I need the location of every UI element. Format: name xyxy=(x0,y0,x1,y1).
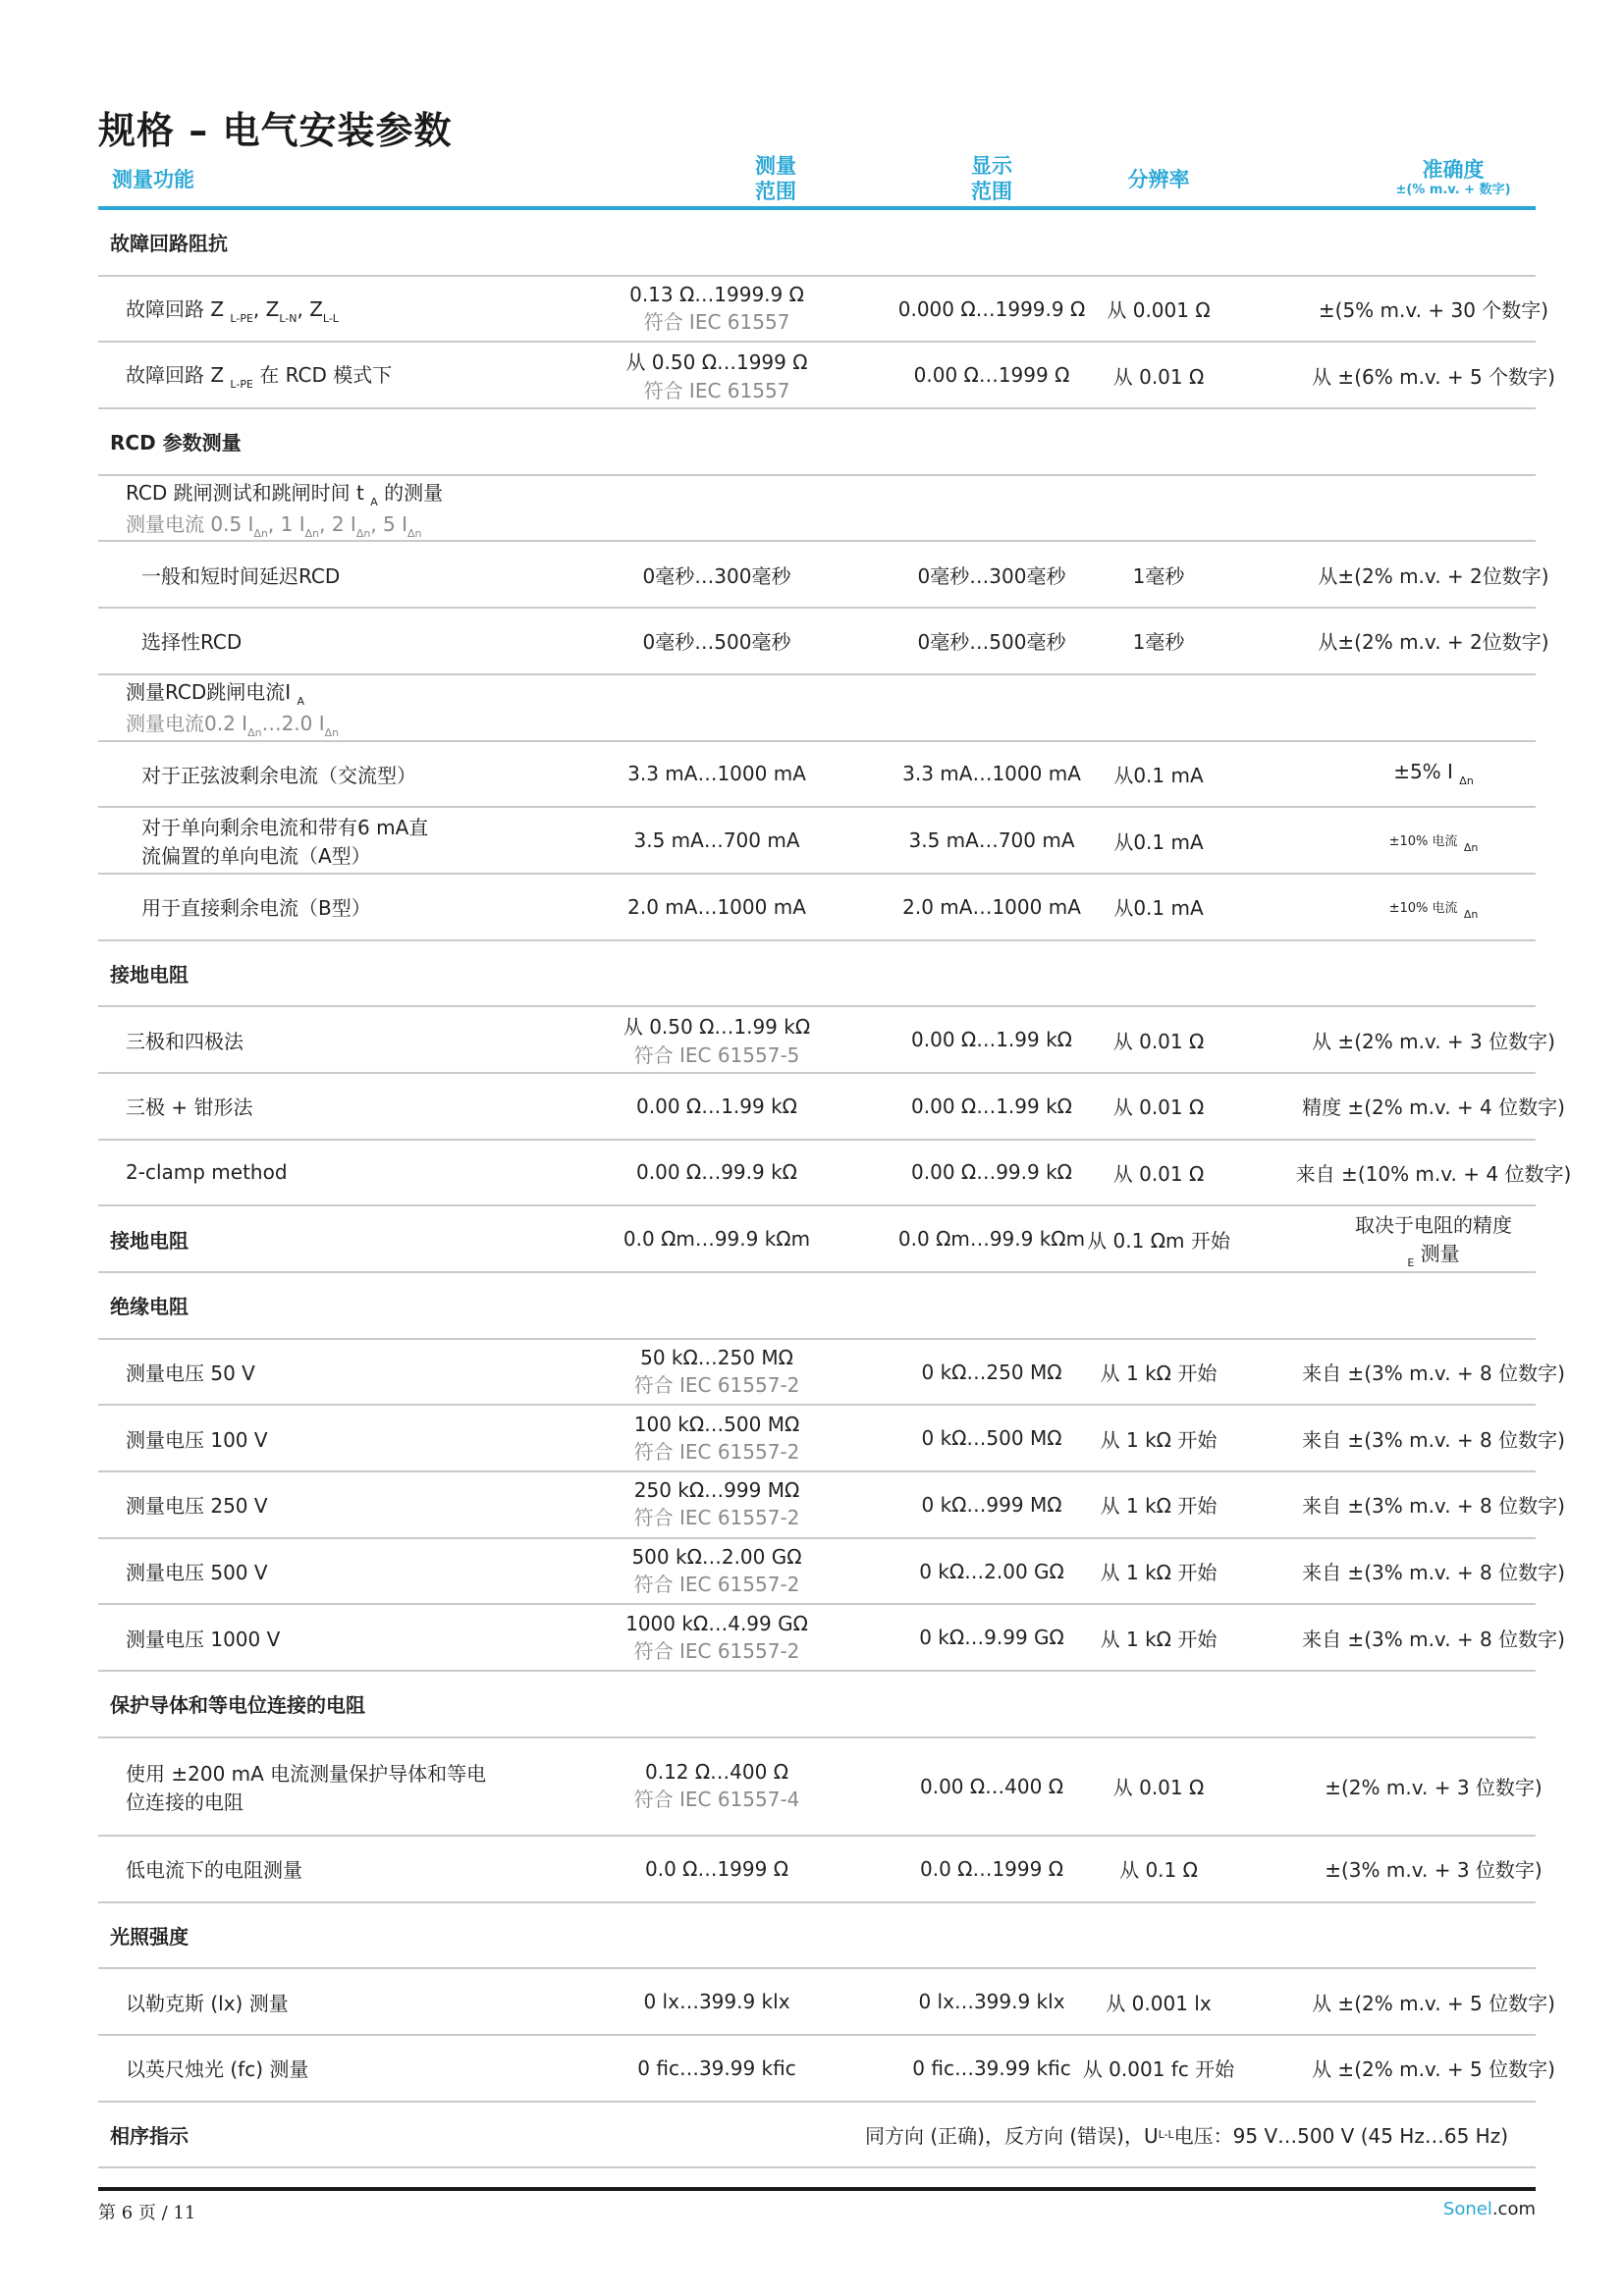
resolution: 从 0.001 Ω xyxy=(1107,298,1211,323)
row-label: 用于直接剩余电流（B型） xyxy=(141,896,371,921)
header-resolution: 分辨率 xyxy=(1127,168,1190,191)
measuring-range: 0毫秒…500毫秒 xyxy=(642,630,791,655)
measuring-range: 3.3 mA…1000 mA xyxy=(627,762,806,786)
table-row xyxy=(98,1007,1555,1074)
measuring-range xyxy=(569,1273,864,1338)
section-row xyxy=(98,1903,1536,1970)
measuring-range: 0.13 Ω…1999.9 Ω 符合 IEC 61557 xyxy=(629,283,804,335)
accuracy: 来自 ±(3% m.v. + 8 位数字) xyxy=(1302,1362,1565,1386)
display-range: 3.5 mA…700 mA xyxy=(908,828,1075,853)
measuring-range: 0毫秒…300毫秒 xyxy=(642,563,791,588)
display-range: 0 kΩ…250 MΩ xyxy=(921,1360,1062,1384)
row-label: 一般和短时间延迟RCD xyxy=(141,563,341,588)
table-row xyxy=(98,2036,1555,2103)
measuring-range: 0.0 Ω…1999 Ω xyxy=(645,1856,788,1881)
row-label: 故障回路 Z $_{L-PE}$, $Z_{L-N}$, $Z_{L-L}$ xyxy=(126,296,339,325)
row-label: 2-clamp method xyxy=(126,1160,288,1185)
table-row xyxy=(98,1406,1565,1472)
accuracy xyxy=(1227,476,1624,541)
measuring-range: 从 0.50 Ω…1.99 kΩ 符合 IEC 61557-5 xyxy=(623,1015,811,1068)
row-label: 测量电压 100 V xyxy=(126,1427,268,1452)
row-label: 接地电阻 xyxy=(110,962,189,987)
resolution: 从 1 kΩ 开始 xyxy=(1100,1427,1218,1452)
accuracy xyxy=(1227,1903,1624,1968)
table-row xyxy=(98,2103,1536,2169)
resolution: 从 0.1 Ωm 开始 xyxy=(1087,1228,1230,1253)
accuracy: ±(3% m.v. + 3 位数字) xyxy=(1325,1858,1543,1883)
table-row xyxy=(98,1837,1543,1903)
row-label: 对于单向剩余电流和带有6 mA直 流偏置的单向电流（A型） xyxy=(141,816,429,869)
display-range: 0 kΩ…9.99 GΩ xyxy=(919,1626,1064,1650)
header-accuracy: 准确度 ±(% m.v. + 数字) xyxy=(1395,158,1511,197)
row-label: 相序指示 xyxy=(110,2123,189,2148)
table-row xyxy=(98,1969,1555,2036)
measuring-range: 0.12 Ω…400 Ω 符合 IEC 61557-4 xyxy=(633,1760,800,1812)
row-label: 测量电压 1000 V xyxy=(126,1627,281,1651)
display-range: 0毫秒…300毫秒 xyxy=(917,563,1066,588)
resolution: 从 0.01 Ω xyxy=(1112,1776,1205,1800)
measuring-range xyxy=(569,675,864,740)
table-row xyxy=(98,1738,1543,1837)
accuracy: ±(5% m.v. + 30 个数字) xyxy=(1318,298,1549,323)
section-row xyxy=(98,210,1536,277)
accuracy: ±10% 电流 $_{\Delta n}$ xyxy=(1388,900,1479,921)
accuracy: 来自 ±(3% m.v. + 8 位数字) xyxy=(1302,1627,1565,1651)
section-row xyxy=(98,1672,1536,1738)
header-range: 测量 范围 xyxy=(755,154,796,203)
row-label: 三极 + 钳形法 xyxy=(126,1095,253,1120)
row-label: 以勒克斯 (lx) 测量 xyxy=(126,1991,289,2015)
accuracy: 取决于电阻的精度 $_E$ 测量 xyxy=(1355,1212,1512,1269)
row-label: 对于正弦波剩余电流（交流型） xyxy=(141,763,416,787)
row-label: RCD 参数测量 xyxy=(110,431,242,455)
accuracy: ±10% 电流 $_{\Delta n}$ xyxy=(1388,834,1479,855)
accuracy: 从±(2% m.v. + 2位数字) xyxy=(1318,630,1549,655)
display-range: 0 lx…399.9 klx xyxy=(918,1990,1065,2014)
accuracy: 来自 ±(3% m.v. + 8 位数字) xyxy=(1302,1427,1565,1452)
display-range: 0.0 Ω…1999 Ω xyxy=(920,1856,1063,1881)
row-label: 绝缘电阻 xyxy=(110,1295,189,1319)
row-label: 三极和四极法 xyxy=(126,1029,244,1053)
accuracy: 来自 ±(3% m.v. + 8 位数字) xyxy=(1302,1494,1565,1519)
header-display-range: 显示 范围 xyxy=(971,154,1012,203)
row-label: 低电流下的电阻测量 xyxy=(126,1858,302,1883)
measuring-range: 0 fic…39.99 kfic xyxy=(637,2056,796,2080)
resolution: 1毫秒 xyxy=(1132,630,1185,655)
resolution: 从 0.01 Ω xyxy=(1112,1161,1205,1186)
row-label: 测量RCD跳闸电流I $_A$ 测量电流0.2 $I_{\Delta n}\dots 2.0$ $I_{\Delta n}$ xyxy=(126,679,340,739)
display-range: 3.3 mA…1000 mA xyxy=(902,762,1081,786)
table-row xyxy=(98,875,1536,941)
accuracy: 从 ±(6% m.v. + 5 个数字) xyxy=(1312,364,1555,389)
resolution: 从 0.001 fc 开始 xyxy=(1082,2057,1235,2082)
accuracy xyxy=(1227,409,1624,474)
resolution: 从 0.01 Ω xyxy=(1112,1095,1205,1120)
display-range: 0.00 Ω…1999 Ω xyxy=(913,363,1070,388)
footer-brand: Sonel.com xyxy=(1442,2199,1536,2219)
accuracy xyxy=(1227,210,1624,275)
accuracy: 精度 ±(2% m.v. + 4 位数字) xyxy=(1302,1095,1565,1120)
measuring-range: 50 kΩ…250 MΩ 符合 IEC 61557-2 xyxy=(633,1346,800,1398)
table-row xyxy=(98,1472,1565,1539)
measuring-range: 1000 kΩ…4.99 GΩ 符合 IEC 61557-2 xyxy=(625,1611,808,1663)
accuracy: 从 ±(2% m.v. + 5 位数字) xyxy=(1312,2057,1555,2082)
header-function: 测量功能 xyxy=(112,168,194,191)
display-range: 0 kΩ…500 MΩ xyxy=(921,1426,1062,1451)
row-label: 以英尺烛光 (fc) 测量 xyxy=(126,2057,309,2082)
row-label: 光照强度 xyxy=(110,1924,189,1949)
resolution: 从 0.001 lx xyxy=(1106,1991,1212,2015)
resolution: 从 1 kΩ 开始 xyxy=(1100,1494,1218,1519)
display-range: 0.00 Ω…1.99 kΩ xyxy=(911,1094,1072,1118)
resolution: 1毫秒 xyxy=(1132,563,1185,588)
measuring-range: 0.00 Ω…99.9 kΩ xyxy=(636,1160,797,1185)
table-row xyxy=(98,742,1536,809)
accuracy: ±(2% m.v. + 3 位数字) xyxy=(1325,1776,1543,1800)
table-row xyxy=(98,1074,1565,1141)
spec-table xyxy=(98,210,1572,2168)
accuracy: ±5% I $_{\Delta n}$ xyxy=(1393,760,1474,788)
measuring-range: 0.0 Ωm…99.9 kΩm xyxy=(623,1227,811,1252)
measuring-range: 0.00 Ω…1.99 kΩ xyxy=(636,1094,797,1118)
table-row xyxy=(98,1605,1565,1672)
measuring-range xyxy=(569,941,864,1006)
measuring-range: 0 lx…399.9 klx xyxy=(643,1990,790,2014)
measuring-range xyxy=(569,409,864,474)
table-header xyxy=(98,149,1536,210)
measuring-range: 从 0.50 Ω…1999 Ω 符合 IEC 61557 xyxy=(625,350,808,403)
accuracy: 来自 ±(3% m.v. + 8 位数字) xyxy=(1302,1561,1565,1585)
measuring-range: 2.0 mA…1000 mA xyxy=(627,894,806,919)
measuring-range: 250 kΩ…999 MΩ 符合 IEC 61557-2 xyxy=(633,1478,800,1530)
table-row xyxy=(98,1539,1565,1606)
table-row xyxy=(98,277,1549,344)
accuracy xyxy=(1227,941,1624,1006)
table-row xyxy=(98,1340,1565,1407)
display-range: 0.0 Ωm…99.9 kΩm xyxy=(897,1227,1086,1252)
section-row xyxy=(98,941,1536,1008)
table-row xyxy=(98,476,1536,543)
resolution: 从0.1 mA xyxy=(1113,829,1204,854)
row-label: 使用 ±200 mA 电流测量保护导体和等电 位连接的电阻 xyxy=(126,1761,487,1814)
accuracy: 从 ±(2% m.v. + 3 位数字) xyxy=(1312,1029,1555,1053)
resolution: 从 1 kΩ 开始 xyxy=(1100,1362,1218,1386)
accuracy xyxy=(1227,675,1624,740)
table-row xyxy=(98,609,1549,675)
section-row xyxy=(98,1206,1536,1273)
display-range: 0 kΩ…999 MΩ xyxy=(921,1492,1062,1517)
accuracy xyxy=(1227,1672,1624,1736)
accuracy xyxy=(1227,1273,1624,1338)
accuracy: 从 ±(2% m.v. + 5 位数字) xyxy=(1312,1991,1555,2015)
accuracy: 来自 ±(10% m.v. + 4 位数字) xyxy=(1295,1161,1572,1186)
measuring-range: 500 kΩ…2.00 GΩ 符合 IEC 61557-2 xyxy=(631,1545,802,1597)
table-row xyxy=(98,1141,1572,1207)
page-title: 规格 – 电气安装参数 xyxy=(98,109,453,152)
row-label: 故障回路 Z $_{L-PE}$ 在 RCD 模式下 xyxy=(126,363,393,392)
row-label: 测量电压 250 V xyxy=(126,1494,268,1519)
table-row xyxy=(98,808,1536,875)
measuring-range: 100 kΩ…500 MΩ 符合 IEC 61557-2 xyxy=(633,1412,800,1464)
resolution: 从 1 kΩ 开始 xyxy=(1100,1561,1218,1585)
measuring-range xyxy=(569,210,864,275)
footer-divider xyxy=(98,2187,1536,2191)
row-label: 故障回路阻抗 xyxy=(110,232,228,256)
measuring-range xyxy=(569,476,864,541)
phase-value: 同方向 (正确)，反方向 (错误)，U L-L 电压：95 V…500 V (45 Hz…65 Hz) xyxy=(865,2123,1508,2148)
row-label: 选择性RCD xyxy=(141,630,243,655)
table-row xyxy=(98,343,1555,409)
measuring-range: 3.5 mA…700 mA xyxy=(633,828,800,853)
resolution: 从 0.1 Ω xyxy=(1119,1858,1198,1883)
section-row xyxy=(98,409,1536,476)
display-range: 0.00 Ω…400 Ω xyxy=(920,1774,1063,1798)
row-label: 测量电压 500 V xyxy=(126,1561,268,1585)
page-number: 第 6 页 / 11 xyxy=(98,2203,196,2223)
display-range: 0毫秒…500毫秒 xyxy=(917,630,1066,655)
resolution: 从 0.01 Ω xyxy=(1112,1029,1205,1053)
resolution: 从 1 kΩ 开始 xyxy=(1100,1627,1218,1651)
section-row xyxy=(98,1273,1536,1340)
resolution: 从 0.01 Ω xyxy=(1112,364,1205,389)
accuracy: 从±(2% m.v. + 2位数字) xyxy=(1318,563,1549,588)
table-row xyxy=(98,542,1549,609)
display-range: 0.00 Ω…99.9 kΩ xyxy=(911,1160,1072,1185)
row-label: RCD 跳闸测试和跳闸时间 t $_A$ 的测量 测量电流 0.5 $I_{\Delta n}$, 1 $I_{\Delta n}$, 2 $I_{\Delta n}$, 5 $I_{\Delta n}$ xyxy=(126,480,444,540)
row-label: 测量电压 50 V xyxy=(126,1362,255,1386)
display-range: 0 fic…39.99 kfic xyxy=(912,2056,1071,2080)
measuring-range xyxy=(569,1903,864,1968)
table-row xyxy=(98,675,1536,742)
display-range: 0 kΩ…2.00 GΩ xyxy=(919,1559,1064,1583)
row-label: 接地电阻 xyxy=(110,1228,189,1253)
display-range: 2.0 mA…1000 mA xyxy=(902,894,1081,919)
resolution: 从0.1 mA xyxy=(1113,896,1204,921)
display-range: 0.000 Ω…1999.9 Ω xyxy=(897,296,1086,321)
display-range: 0.00 Ω…1.99 kΩ xyxy=(911,1028,1072,1052)
row-label: 保护导体和等电位连接的电阻 xyxy=(110,1693,365,1718)
measuring-range xyxy=(569,1672,864,1736)
resolution: 从0.1 mA xyxy=(1113,763,1204,787)
